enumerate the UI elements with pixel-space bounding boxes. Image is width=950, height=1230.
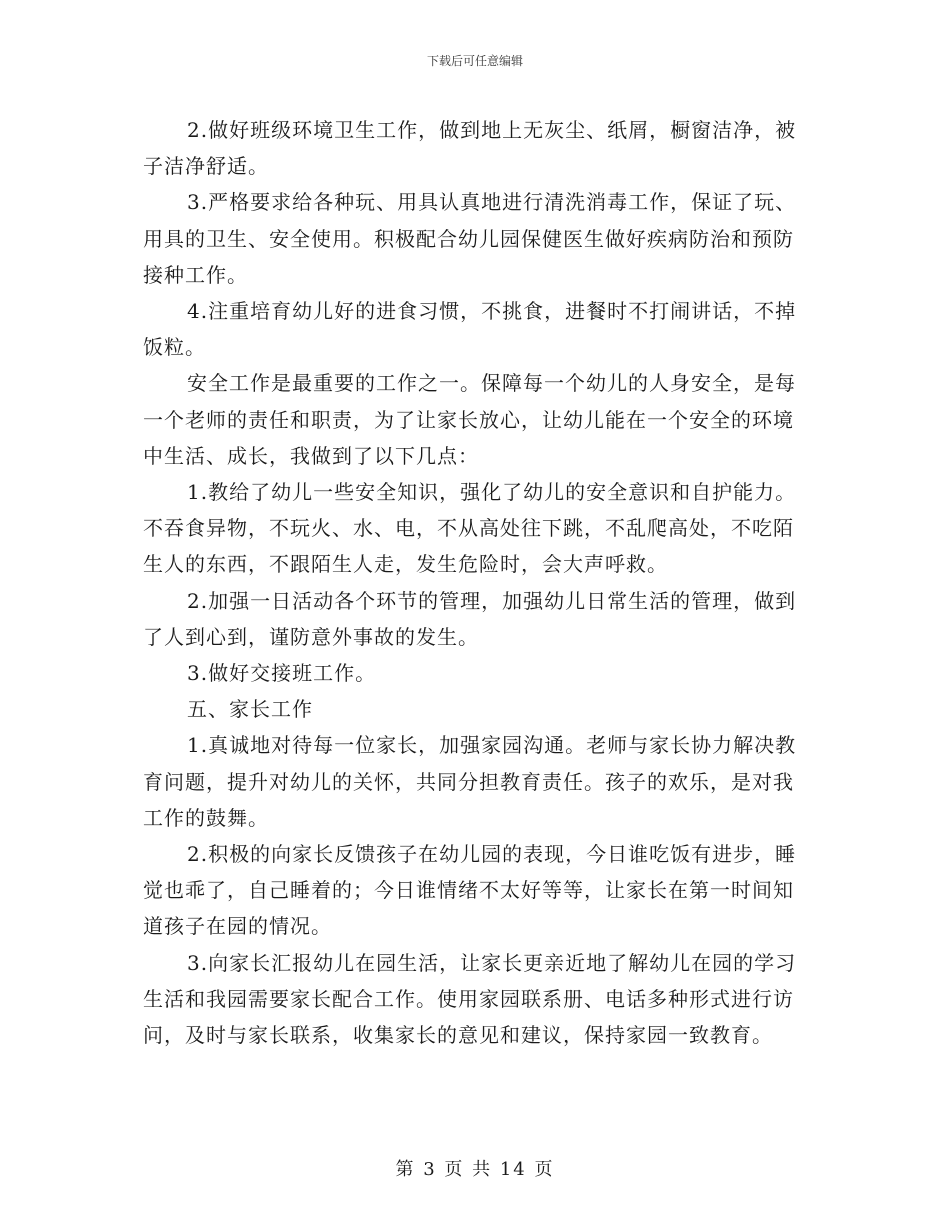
paragraph: 4.注重培育幼儿好的进食习惯，不挑食，进餐时不打闹讲话，不掉饭粒。 xyxy=(143,299,797,360)
paragraph: 1.教给了幼儿一些安全知识，强化了幼儿的安全意识和自护能力。不吞食异物，不玩火、水、电，不从高处往下跳，不乱爬高处，不吃陌生人的东西，不跟陌生人走，发生危险时，会大声呼救。 xyxy=(143,480,797,577)
section-heading: 五、家长工作 xyxy=(187,697,313,722)
paragraph: 3.做好交接班工作。 xyxy=(187,661,377,686)
paragraph: 2.积极的向家长反馈孩子在幼儿园的表现，今日谁吃饭有进步，睡觉也乖了，自己睡着的；今日谁情绪不太好等等，让家长在第一时间知道孩子在园的情况。 xyxy=(143,842,797,939)
paragraph: 安全工作是最重要的工作之一。保障每一个幼儿的人身安全，是每一个老师的责任和职责，为了让家长放心，让幼儿能在一个安全的环境中生活、成长，我做到了以下几点： xyxy=(143,371,796,468)
paragraph: 3.严格要求给各种玩、用具认真地进行清洗消毒工作，保证了玩、用具的卫生、安全使用。积极配合幼儿园保健医生做好疾病防治和预防接种工作。 xyxy=(143,190,797,287)
paragraph: 3.向家长汇报幼儿在园生活，让家长更亲近地了解幼儿在园的学习生活和我园需要家长配合工作。使用家园联系册、电话多种形式进行访问，及时与家长联系，收集家长的意见和建议，保持家园一致教育。 xyxy=(143,950,797,1048)
paragraph: 2.做好班级环境卫生工作，做到地上无灰尘、纸屑，橱窗洁净，被子洁净舒适。 xyxy=(143,118,797,179)
document-body xyxy=(143,112,813,1053)
page-header: 下载后可任意编辑 xyxy=(426,54,523,68)
paragraph: 1.真诚地对待每一位家长，加强家园沟通。老师与家长协力解决教育问题，提升对幼儿的关怀，共同分担教育责任。孩子的欢乐，是对我工作的鼓舞。 xyxy=(143,733,797,830)
page-number-footer: 第 3 页 共 14 页 xyxy=(395,1159,555,1180)
paragraph: 2.加强一日活动各个环节的管理，加强幼儿日常生活的管理，做到了人到心到，谨防意外事故的发生。 xyxy=(143,588,797,649)
